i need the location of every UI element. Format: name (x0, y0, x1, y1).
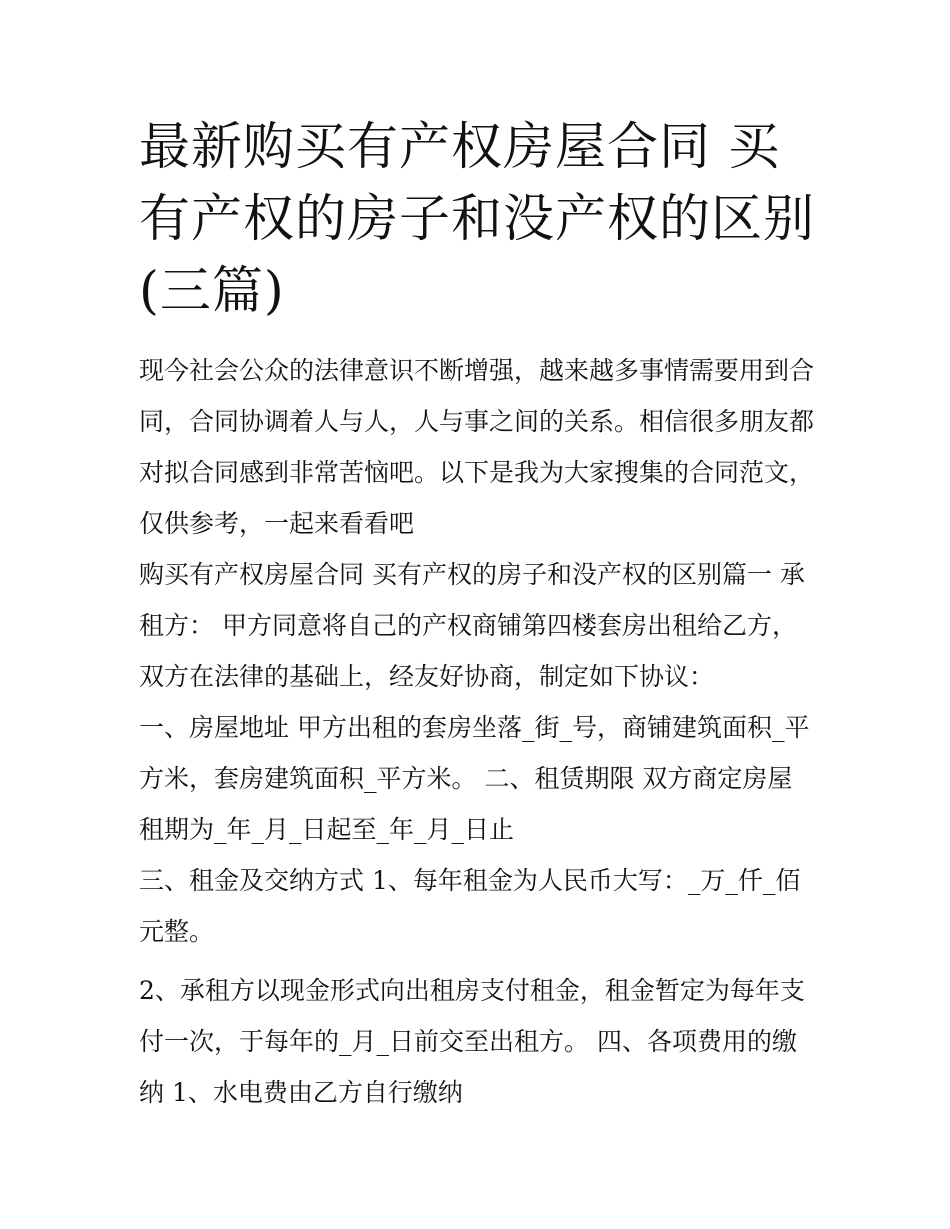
document-body (139, 345, 815, 1118)
document-title: 最新购买有产权房屋合同 买有产权的房子和没产权的区别(三篇) (139, 118, 816, 321)
contract-preamble-paragraph: 购买有产权房屋合同 买有产权的房子和没产权的区别篇一 承租方： 甲方同意将自己的产权商铺第四楼套房出租给乙方，双方在法律的基础上，经友好协商，制定如下协议： (139, 560, 805, 691)
rent-schedule-paragraph: 2、承租方以现金形式向出租房支付租金，租金暂定为每年支付一次，于每年的_月_日前交至出租方。 四、各项费用的缴纳 1、水电费由乙方自行缴纳 (139, 976, 805, 1107)
address-term-paragraph: 一、房屋地址 甲方出租的套房坐落_街_号，商铺建筑面积_平方米，套房建筑面积_平方米。 二、租赁期限 双方商定房屋租期为_年_月_日起至_年_月_日止 (139, 713, 810, 844)
document-page (139, 112, 815, 1118)
intro-paragraph: 现今社会公众的法律意识不断增强，越来越多事情需要用到合同，合同协调着人与人，人与事之间的关系。相信很多朋友都对拟合同感到非常苦恼吧。以下是我为大家搜集的合同范文，仅供参考，一起来看看吧 (139, 356, 815, 538)
rent-payment-paragraph: 三、租金及交纳方式 1、每年租金为人民币大写：_万_仟_佰元整。 (139, 866, 801, 946)
